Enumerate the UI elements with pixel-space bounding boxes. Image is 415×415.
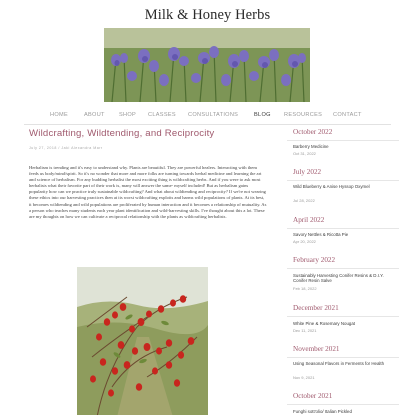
archive-post-date: Feb 18, 2022	[293, 286, 317, 291]
nav-home[interactable]: HOME	[50, 112, 68, 118]
archive-divider	[287, 228, 399, 229]
post-body	[29, 165, 267, 220]
archive-post-title[interactable]: Savory Nettles & Ricotta Pie	[293, 232, 349, 237]
nav-about[interactable]: ABOUT	[84, 112, 105, 118]
archive-month[interactable]: April 2022	[293, 216, 325, 224]
archive-divider	[287, 404, 399, 405]
post-meta: July 27, 2018 / Jaki Alexandra Marr	[29, 146, 103, 150]
archive-post-date: Oct 31, 2022	[293, 151, 316, 156]
archive-post-title[interactable]: White Pine & Rosemary Nougat	[293, 321, 355, 326]
rosehip-photo	[77, 267, 208, 415]
archive-post-title[interactable]: Wild Blueberry & Anise Hyssop Oxymel	[293, 184, 370, 189]
nav-contact[interactable]: CONTACT	[333, 112, 362, 118]
archive-post-title[interactable]: Barberry Medicine	[293, 144, 329, 149]
nav-classes[interactable]: CLASSES	[148, 112, 176, 118]
archive-divider	[287, 357, 399, 358]
archive-month[interactable]: October 2021	[293, 392, 333, 400]
nav-divider	[24, 124, 391, 125]
main-nav	[0, 112, 415, 124]
header-iris-photo	[104, 28, 310, 102]
archive-month[interactable]: February 2022	[293, 256, 336, 264]
archive-divider	[287, 268, 399, 269]
archive-divider	[287, 316, 399, 317]
archive-month[interactable]: July 2022	[293, 168, 322, 176]
post-title[interactable]: Wildcrafting, Wildtending, and Reciprocity	[29, 128, 215, 139]
nav-consultations[interactable]: CONSULTATIONS	[188, 112, 239, 118]
archive-post-title[interactable]: Using Seasonal Flavors in Ferments for Health	[293, 361, 385, 366]
archive-post-date: Jul 28, 2022	[293, 198, 315, 203]
site-title[interactable]: Milk & Honey Herbs	[144, 7, 271, 23]
archive-post-date: Apr 20, 2022	[293, 239, 316, 244]
archive-post-title[interactable]: Sustainably Harvesting Conifer Resins & D.I.Y. Conifer Resin Salve	[293, 273, 384, 284]
nav-shop[interactable]: SHOP	[119, 112, 137, 118]
archive-month[interactable]: December 2021	[293, 304, 339, 312]
archive-month[interactable]: November 2021	[293, 345, 340, 353]
archive-divider	[287, 140, 399, 141]
archive-post-date: Dec 11, 2021	[293, 328, 317, 333]
archive-month[interactable]: October 2022	[293, 128, 333, 136]
nav-blog[interactable]: BLOG	[254, 112, 271, 118]
archive-divider	[287, 180, 399, 181]
post-paragraph: Herbalism is trending and it's easy to understand why. Plants are beautiful. They are powerful healers. Interacting with them feeds us body/mind/spirit. So it's no wonder that more and more folks are turning towards herbal medicine and learning the art and science of herbalism. For any budding herbalist the most exciting thing is wildcrafting herbs. And if you were to ask most herbalists what their favorite part of their work is, many will answer the same- myself included! But as herbalism gains popularity how can we practice truly sustainable wildcrafting? And what about wildtending and reciprocity? If we're not wearing these ethics into our harvesting practices then at its worst wildcrafting exploits and harms wild populations of plants. At its best, it becomes wildtending and wild populations are proliferated by human interaction and it becomes a relationship of mutuality. As a person who teaches many students each year plant identification and wild-harvesting skills. I've thought about this a lot. These are my thoughts on how we can cultivate a reciprocal relationship with the plants as wildcrafting herbalists.	[29, 165, 267, 219]
archive-post-date: Nov 9, 2021	[293, 375, 315, 380]
archive-post-title[interactable]: Funghi sott'olio/ Italian Pickled	[293, 409, 352, 414]
nav-resources[interactable]: RESOURCES	[284, 112, 323, 118]
